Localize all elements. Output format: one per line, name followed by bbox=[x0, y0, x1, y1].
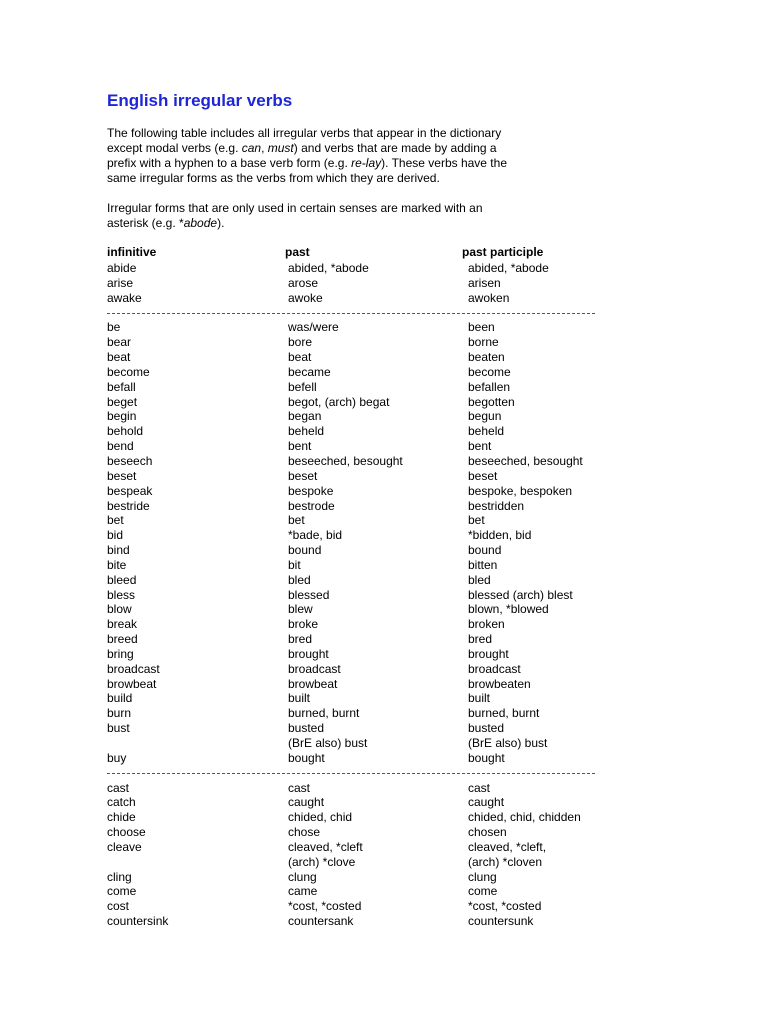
cell-past: broke bbox=[288, 617, 319, 632]
cell-past-participle: begotten bbox=[468, 394, 515, 409]
cell-past-participle: bred bbox=[468, 632, 493, 647]
table-row bbox=[0, 409, 768, 424]
cell-past-participle: come bbox=[468, 884, 498, 899]
table-row bbox=[0, 513, 768, 528]
cell-past-participle: blessed (arch) blest bbox=[468, 587, 573, 602]
cell-past: busted bbox=[288, 721, 325, 736]
cell-past-participle: become bbox=[468, 364, 511, 379]
table-row bbox=[0, 380, 768, 395]
text-run: same irregular forms as the verbs from which they are derived. bbox=[107, 171, 440, 185]
cell-past: began bbox=[288, 409, 322, 424]
cell-past: beheld bbox=[288, 424, 325, 439]
cell-infinitive: build bbox=[107, 691, 133, 706]
cell-infinitive: beseech bbox=[107, 453, 153, 468]
text-run: asterisk (e.g. * bbox=[107, 216, 184, 230]
cell-past: burned, burnt bbox=[288, 706, 360, 721]
cell-past-participle: broadcast bbox=[468, 661, 521, 676]
cell-past-participle: chided, chid, chidden bbox=[468, 810, 581, 825]
cell-past: chided, chid bbox=[288, 810, 353, 825]
cell-infinitive: countersink bbox=[107, 914, 169, 929]
cell-past-participle: *bidden, bid bbox=[468, 528, 532, 543]
cell-past-participle: built bbox=[468, 691, 491, 706]
cell-past: browbeat bbox=[288, 676, 338, 691]
section-separator bbox=[0, 766, 768, 781]
cell-past-participle: beseeched, besought bbox=[468, 453, 583, 468]
cell-past: came bbox=[288, 884, 318, 899]
italic-example: must bbox=[267, 141, 294, 155]
asterisk-note-paragraph bbox=[107, 201, 537, 231]
cell-past-participle: chosen bbox=[468, 825, 507, 840]
cell-past-participle: arisen bbox=[468, 275, 501, 290]
cell-past-participle: bet bbox=[468, 513, 485, 528]
cell-infinitive: cost bbox=[107, 899, 130, 914]
cell-past-participle: (BrE also) bust bbox=[468, 736, 548, 750]
table-row bbox=[0, 350, 768, 365]
cell-past-participle: borne bbox=[468, 335, 499, 350]
table-row bbox=[0, 691, 768, 706]
table-row bbox=[0, 736, 768, 751]
table-row bbox=[0, 469, 768, 484]
cell-past: (arch) *clove bbox=[288, 854, 356, 869]
text-run: prefix with a hyphen to a base verb form (e.g. bbox=[107, 156, 352, 170]
cell-past: bound bbox=[288, 543, 322, 558]
intro-paragraph bbox=[107, 126, 537, 186]
header-infinitive: infinitive bbox=[107, 245, 157, 259]
cell-infinitive: cast bbox=[107, 780, 130, 795]
cell-past: broadcast bbox=[288, 661, 341, 676]
cell-past: bent bbox=[288, 439, 312, 454]
cell-past-participle: bespoke, bespoken bbox=[468, 483, 573, 498]
table-row bbox=[0, 454, 768, 469]
header-past-participle: past participle bbox=[462, 245, 544, 259]
table-row bbox=[0, 840, 768, 855]
cell-past: beseeched, besought bbox=[288, 453, 403, 468]
header-past: past bbox=[285, 245, 310, 259]
cell-past: bred bbox=[288, 632, 313, 647]
table-row bbox=[0, 573, 768, 588]
table-row bbox=[0, 751, 768, 766]
cell-infinitive: bleed bbox=[107, 572, 137, 587]
table-row bbox=[0, 721, 768, 736]
cell-past-participle: abided, *abode bbox=[468, 261, 549, 275]
table-row bbox=[0, 706, 768, 721]
italic-example: can bbox=[241, 141, 262, 155]
cell-past-participle: awoken bbox=[468, 290, 510, 305]
cell-past-participle: beaten bbox=[468, 350, 505, 365]
cell-past-participle: busted bbox=[468, 721, 505, 736]
table-row bbox=[0, 291, 768, 306]
cell-infinitive: beget bbox=[107, 394, 138, 409]
cell-infinitive: come bbox=[107, 884, 137, 899]
cell-infinitive: bespeak bbox=[107, 483, 153, 498]
cell-past-participle: (arch) *cloven bbox=[468, 854, 543, 869]
cell-past: bit bbox=[288, 557, 301, 572]
table-row bbox=[0, 662, 768, 677]
cell-infinitive: bid bbox=[107, 528, 124, 543]
table-row bbox=[0, 320, 768, 335]
cell-infinitive: beat bbox=[107, 350, 131, 365]
table-row bbox=[0, 439, 768, 454]
cell-infinitive: awake bbox=[107, 290, 142, 305]
cell-past: bet bbox=[288, 513, 305, 528]
cell-past: (BrE also) bust bbox=[288, 736, 368, 750]
cell-past: chose bbox=[288, 825, 321, 840]
cell-infinitive: bless bbox=[107, 587, 136, 602]
table-row bbox=[0, 870, 768, 885]
table-row bbox=[0, 825, 768, 840]
cell-infinitive: bite bbox=[107, 557, 127, 572]
table-row bbox=[0, 632, 768, 647]
cell-past-participle: begun bbox=[468, 409, 502, 424]
text-run: ) and verbs that are made by adding a bbox=[293, 141, 497, 155]
cell-past: bespoke bbox=[288, 483, 334, 498]
table-row bbox=[0, 528, 768, 543]
table-row bbox=[0, 602, 768, 617]
cell-past-participle: bled bbox=[468, 572, 491, 587]
cell-past: countersank bbox=[288, 914, 354, 929]
cell-infinitive: bust bbox=[107, 721, 130, 736]
table-row bbox=[0, 884, 768, 899]
cell-past-participle: cleaved, *cleft, bbox=[468, 839, 547, 854]
cell-past: bestrode bbox=[288, 498, 335, 513]
cell-infinitive: break bbox=[107, 617, 138, 632]
table-row bbox=[0, 484, 768, 499]
cell-infinitive: cling bbox=[107, 869, 132, 884]
cell-infinitive: chide bbox=[107, 810, 136, 825]
cell-past-participle: bent bbox=[468, 439, 492, 454]
cell-past: built bbox=[288, 691, 311, 706]
text-run: ). These verbs have the bbox=[381, 156, 507, 170]
verb-table bbox=[0, 261, 768, 929]
cell-past: *cost, *costed bbox=[288, 899, 362, 914]
table-row bbox=[0, 335, 768, 350]
cell-past: bled bbox=[288, 572, 311, 587]
cell-past: awoke bbox=[288, 290, 323, 305]
cell-past: clung bbox=[288, 869, 317, 884]
cell-infinitive: bestride bbox=[107, 498, 150, 513]
cell-past: blessed bbox=[288, 587, 330, 602]
table-row bbox=[0, 795, 768, 810]
cell-infinitive: behold bbox=[107, 424, 144, 439]
cell-past-participle: bought bbox=[468, 750, 505, 765]
cell-infinitive: buy bbox=[107, 750, 127, 765]
cell-infinitive: blow bbox=[107, 602, 132, 617]
cell-infinitive: catch bbox=[107, 795, 136, 810]
text-run: Irregular forms that are only used in certain senses are marked with an bbox=[107, 201, 483, 215]
cell-past: brought bbox=[288, 646, 329, 661]
cell-infinitive: bear bbox=[107, 335, 132, 350]
cell-infinitive: bring bbox=[107, 646, 134, 661]
cell-past: begot, (arch) begat bbox=[288, 394, 390, 409]
cell-past: caught bbox=[288, 795, 325, 810]
cell-past-participle: caught bbox=[468, 795, 505, 810]
cell-infinitive: become bbox=[107, 364, 150, 379]
cell-past-participle: been bbox=[468, 320, 495, 335]
table-row bbox=[0, 543, 768, 558]
cell-past-participle: clung bbox=[468, 869, 497, 884]
text-run: except modal verbs (e.g. bbox=[107, 141, 242, 155]
cell-past-participle: broken bbox=[468, 617, 505, 632]
cell-past-participle: *cost, *costed bbox=[468, 899, 542, 914]
table-row bbox=[0, 855, 768, 870]
cell-infinitive: browbeat bbox=[107, 676, 157, 691]
cell-infinitive: bend bbox=[107, 439, 134, 454]
cell-infinitive: befall bbox=[107, 379, 136, 394]
cell-past-participle: befallen bbox=[468, 379, 511, 394]
table-row bbox=[0, 558, 768, 573]
cell-past: blew bbox=[288, 602, 313, 617]
cell-infinitive: arise bbox=[107, 275, 134, 290]
table-row bbox=[0, 914, 768, 929]
cell-past: befell bbox=[288, 379, 317, 394]
table-row bbox=[0, 588, 768, 603]
dashed-divider bbox=[107, 773, 595, 774]
table-row bbox=[0, 810, 768, 825]
cell-infinitive: beset bbox=[107, 468, 137, 483]
cell-past: was/were bbox=[288, 320, 339, 335]
table-row bbox=[0, 677, 768, 692]
cell-past-participle: burned, burnt bbox=[468, 706, 540, 721]
cell-infinitive: bind bbox=[107, 543, 130, 558]
dashed-divider bbox=[107, 313, 595, 314]
text-run: , bbox=[261, 141, 268, 155]
text-run: ). bbox=[217, 216, 225, 230]
cell-past: became bbox=[288, 364, 331, 379]
cell-infinitive: choose bbox=[107, 825, 146, 840]
table-row bbox=[0, 261, 768, 276]
paragraph-line bbox=[107, 201, 537, 216]
cell-past-participle: beset bbox=[468, 468, 498, 483]
cell-infinitive: abide bbox=[107, 261, 137, 275]
cell-past-participle: blown, *blowed bbox=[468, 602, 549, 617]
cell-infinitive: begin bbox=[107, 409, 137, 424]
cell-infinitive: be bbox=[107, 320, 121, 335]
cell-past-participle: countersunk bbox=[468, 914, 534, 929]
table-row bbox=[0, 499, 768, 514]
cell-past-participle: brought bbox=[468, 646, 509, 661]
cell-past-participle: bitten bbox=[468, 557, 498, 572]
paragraph-line bbox=[107, 171, 537, 186]
cell-past: beat bbox=[288, 350, 312, 365]
cell-past-participle: bestridden bbox=[468, 498, 525, 513]
table-row bbox=[0, 395, 768, 410]
cell-past-participle: bound bbox=[468, 543, 502, 558]
paragraph-line bbox=[107, 126, 537, 141]
cell-past-participle: cast bbox=[468, 780, 491, 795]
cell-infinitive: breed bbox=[107, 632, 138, 647]
cell-past-participle: browbeaten bbox=[468, 676, 531, 691]
table-row bbox=[0, 276, 768, 291]
cell-infinitive: bet bbox=[107, 513, 124, 528]
section-separator bbox=[0, 306, 768, 321]
cell-past-participle: beheld bbox=[468, 424, 505, 439]
cell-past: beset bbox=[288, 468, 318, 483]
paragraph-line bbox=[107, 141, 537, 156]
cell-past: cleaved, *cleft bbox=[288, 839, 363, 854]
cell-past: arose bbox=[288, 275, 319, 290]
italic-example: re-lay bbox=[351, 156, 382, 170]
text-run: The following table includes all irregular verbs that appear in the dictionary bbox=[107, 126, 502, 140]
cell-past: abided, *abode bbox=[288, 261, 369, 275]
cell-past: cast bbox=[288, 780, 311, 795]
table-row bbox=[0, 781, 768, 796]
table-row bbox=[0, 424, 768, 439]
paragraph-line bbox=[107, 156, 537, 171]
table-row bbox=[0, 899, 768, 914]
page-title: English irregular verbs bbox=[107, 91, 293, 110]
cell-past: *bade, bid bbox=[288, 528, 343, 543]
cell-infinitive: cleave bbox=[107, 839, 142, 854]
cell-infinitive: broadcast bbox=[107, 661, 160, 676]
paragraph-line bbox=[107, 216, 537, 231]
cell-past: bought bbox=[288, 750, 325, 765]
cell-infinitive: burn bbox=[107, 706, 132, 721]
italic-example: abode bbox=[183, 216, 218, 230]
table-row bbox=[0, 647, 768, 662]
table-row bbox=[0, 617, 768, 632]
cell-past: bore bbox=[288, 335, 313, 350]
table-row bbox=[0, 365, 768, 380]
